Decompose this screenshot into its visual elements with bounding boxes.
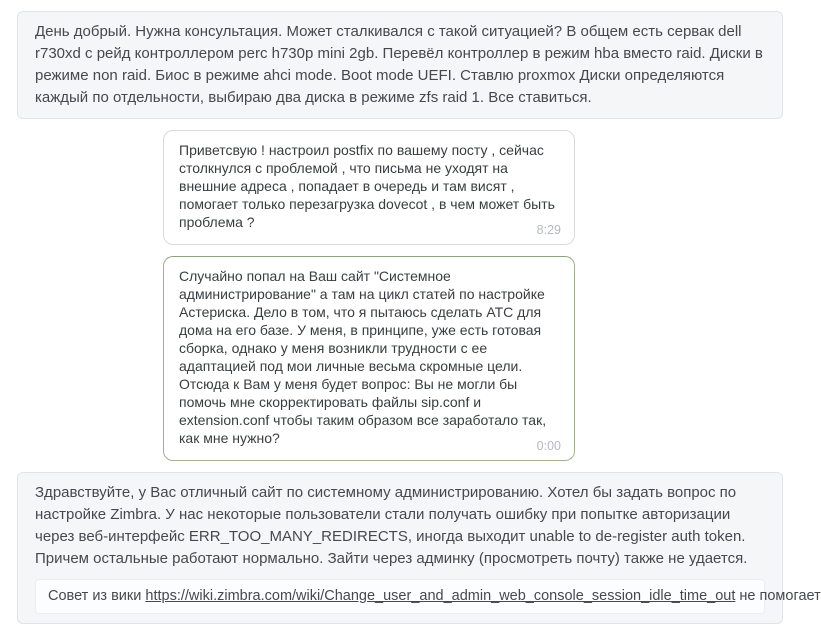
message-bubble-postfix [163,130,575,245]
quote-block [35,579,821,614]
message-text: Здравствуйте, у Вас отличный сайт по системному администрированию. Хотел бы задать вопрос по настройке Zimbra. У нас некоторые пользователи стали получать ошибку при попытке авторизации через веб-интерфейс ERR_TOO_MANY_REDIRECTS, иногда выходит unable to de-register auth token. Причем остальные работают нормально. Зайти через админку (просмотреть почту) также не удается. [35,484,748,567]
message-text: Приветсвую ! настроил postfix по вашему посту , сейчас столкнулся с проблемой , что письма не уходят на внешние адреса , попадает в очередь и там висят , помогает только перезагрузка dovecot , в чем может быть проблема ? [179,142,555,230]
message-bubble-dell-raid [17,11,783,119]
message-timestamp: 8:29 [536,223,561,237]
message-bubble-zimbra [17,472,821,624]
message-text: День добрый. Нужна консультация. Может сталкивался с такой ситуацией? В общем есть сервак dell r730xd с рейд контроллером perc h730p mini 2gb. Перевёл контроллер в режим hba вместо raid. Диски в режиме non raid. Биос в режиме ahci mode. Boot mode UEFI. Ставлю proxmox Диски определяются каждый по отдельности, выбираю два диска в режиме zfs raid 1. Все ставиться. [35,23,763,106]
message-text: Случайно попал на Ваш сайт "Системное администрирование" а там на цикл статей по настройке Астериска. Дело в том, что я пытаюсь сделать АТС для дома на его базе. У меня, в принципе, уже есть готовая сборка, однако у меня возникли трудности с ее адаптацией под мои личные весьма скромные цели. Отсюда к Вам у меня будет вопрос: Вы не могли бы помочь мне скорректировать файлы sip.conf и extension.conf чтобы таким образом все заработало так, как мне нужно? [179,268,547,446]
message-bubble-asterisk [163,256,575,461]
zimbra-wiki-link[interactable]: https://wiki.zimbra.com/wiki/Change_user_and_admin_web_console_session_idle_time_out [145,588,736,604]
quote-suffix: не помогает [735,588,821,604]
message-timestamp: 0:00 [536,439,561,453]
quote-prefix: Совет из вики [48,588,146,604]
